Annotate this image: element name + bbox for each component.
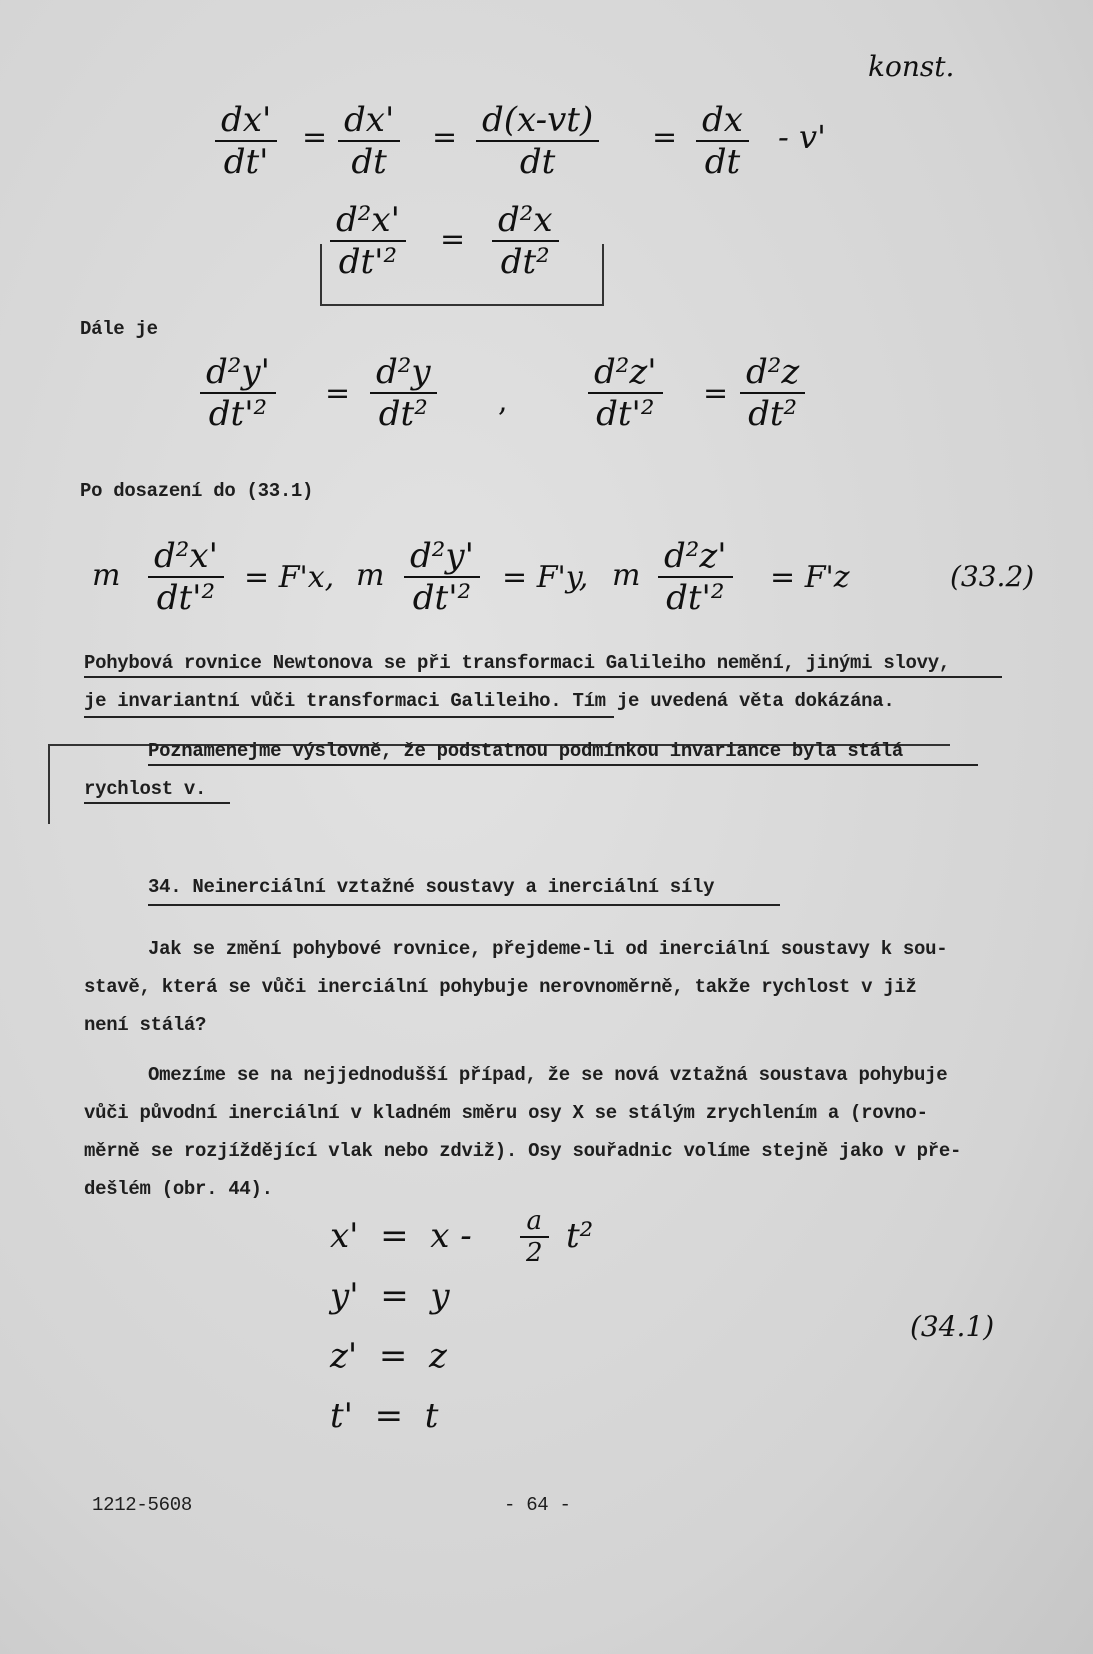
- equals-sign: =: [325, 376, 351, 411]
- section-heading: 34. Neinerciální vztažné soustavy a inerciální síly: [148, 876, 715, 898]
- eq3-b: d²y dt²: [370, 352, 437, 434]
- underline: [84, 716, 614, 718]
- eq341-t2: t²: [566, 1216, 594, 1256]
- dale-je: Dále je: [80, 318, 158, 340]
- eq332-label: (33.2): [950, 560, 1035, 593]
- footer-code: 1212-5608: [92, 1494, 192, 1516]
- underline: [148, 764, 978, 766]
- para4-line2: vůči původní inerciální v kladném směru osy X se stálým zrychlením a (rovno-: [84, 1102, 928, 1124]
- para2-line2: rychlost v.: [84, 778, 207, 800]
- eq341-row1: x' = x -: [330, 1216, 472, 1256]
- eq1-term2: dx' dt: [338, 100, 400, 182]
- eq1-tail: - v': [778, 118, 826, 156]
- underline: [84, 676, 1002, 678]
- para4-line4: dešlém (obr. 44).: [84, 1178, 273, 1200]
- eq2-hand-box: [320, 244, 604, 306]
- po-dosazeni: Po dosazení do (33.1): [80, 480, 314, 502]
- eq1-term3: d(x-vt) dt: [476, 100, 599, 182]
- para4-line3: měrně se rozjíždějící vlak nebo zdviž). Osy souřadnic volíme stejně jako v pře-: [84, 1140, 962, 1162]
- equals-sign: =: [652, 120, 678, 155]
- eq332-z-rhs: = F'z: [770, 560, 850, 595]
- underline: [84, 802, 230, 804]
- page-number: - 64 -: [504, 1494, 571, 1516]
- eq2-lhs: d²x' dt'²: [330, 200, 406, 282]
- para1-line2: je invariantní vůči transformaci Galileiho. Tím je uvedená věta dokázána.: [84, 690, 895, 712]
- eq332-z: d²z' dt'²: [658, 536, 733, 618]
- eq3-a: d²y' dt'²: [200, 352, 276, 434]
- heading-underline: [148, 904, 780, 906]
- eq3-d: d²z dt²: [740, 352, 805, 434]
- mass-m: m: [92, 558, 121, 593]
- comma: ,: [498, 384, 508, 419]
- equals-sign: =: [302, 120, 328, 155]
- para3-line2: stavě, která se vůči inerciální pohybuje nerovnoměrně, takže rychlost v již: [84, 976, 917, 998]
- equals-sign: =: [703, 376, 729, 411]
- eq341-row3: z' = z: [330, 1336, 447, 1376]
- para4-line1: Omezíme se na nejjednodušší případ, že se nová vztažná soustava pohybuje: [148, 1064, 948, 1086]
- eq332-x: d²x' dt'²: [148, 536, 224, 618]
- equals-sign: =: [440, 222, 466, 257]
- mass-m: m: [356, 558, 385, 593]
- eq341-row2: y' = y: [330, 1276, 450, 1316]
- eq332-x-rhs: = F'x,: [244, 560, 335, 595]
- eq332-y: d²y' dt'²: [404, 536, 480, 618]
- eq3-c: d²z' dt'²: [588, 352, 663, 434]
- para3-line3: není stálá?: [84, 1014, 207, 1036]
- eq1-term1: dx' dt': [215, 100, 277, 182]
- eq341-a-half: a 2: [520, 1206, 549, 1268]
- eq332-y-rhs: = F'y,: [502, 560, 589, 595]
- para2-line1: Poznamenejme výslovně, že podstatnou podmínkou invariance byla stálá: [148, 740, 903, 762]
- eq341-row4: t' = t: [330, 1396, 439, 1436]
- mass-m: m: [612, 558, 641, 593]
- eq2-rhs: d²x dt²: [492, 200, 559, 282]
- equals-sign: =: [432, 120, 458, 155]
- margin-note: konst.: [868, 50, 955, 83]
- para3-line1: Jak se změní pohybové rovnice, přejdeme-li od inerciální soustavy k sou-: [148, 938, 948, 960]
- eq1-term4: dx dt: [696, 100, 749, 182]
- para1-line1: Pohybová rovnice Newtonova se při transformaci Galileiho nemění, jinými slovy,: [84, 652, 950, 674]
- eq341-label: (34.1): [910, 1310, 995, 1343]
